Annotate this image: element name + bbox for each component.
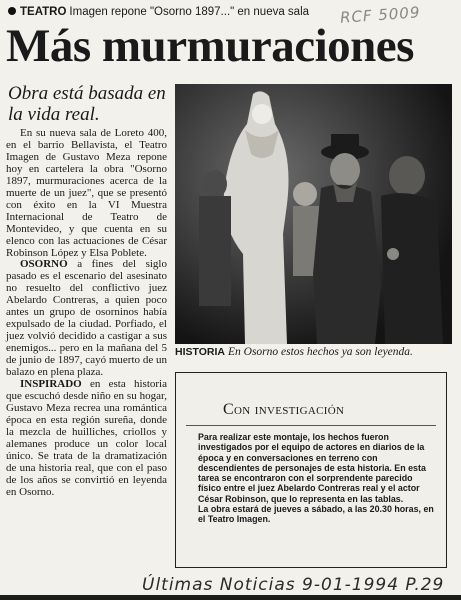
handwritten-note: Últimas Noticias 9-01-1994 P.29 xyxy=(142,575,445,595)
sidebar-paragraph: La obra estará de jueves a sábado, a las 20.30 horas, en el Teatro Imagen. xyxy=(198,504,434,525)
photo-caption xyxy=(175,346,455,358)
article-paragraph: En su nueva sala de Loreto 400, en el barrio Bellavista, el Teatro Imagen de Gustavo Meza repone hoy en cartelera la obra "Osorno 1897, murmuraciones acerca de la muerte de un juez", que se presentó con éxito en la VI Muestra Internacional de Teatro de Montevideo, y que cuenta en su elenco con las actuaciones de César Robinson López y Elsa Poblete. xyxy=(6,127,167,259)
sidebar-rule xyxy=(186,425,436,426)
photo-illustration xyxy=(175,84,452,344)
headline: Más murmuraciones xyxy=(6,20,414,72)
sidebar-box xyxy=(175,372,447,568)
sidebar-title: Con investigación xyxy=(223,401,345,418)
kicker-section: TEATRO xyxy=(20,6,67,18)
sidebar-paragraph: Para realizar este montaje, los hechos fueron investigados por el equipo de actores en diarios de la época y en conversaciones en terreno con descendientes de personajes de esta historia. En esta tarea se encontraron con el sorprendente parecido físico entre el juez Abelardo Contreras real y el actor César Robinson, que lo representa en las tablas. xyxy=(198,432,426,504)
article-body xyxy=(6,128,167,499)
kicker-text: Imagen repone "Osorno 1897..." en nueva sala xyxy=(69,6,310,18)
sidebar-text xyxy=(198,432,436,525)
handwritten-reference: RCF 5009 xyxy=(339,3,421,27)
paragraph-lead: INSPIRADO xyxy=(20,378,82,391)
caption-label: HISTORIA xyxy=(175,346,225,358)
caption-text: En Osorno estos hechos ya son leyenda. xyxy=(227,346,413,358)
article-paragraph: INSPIRADO en esta historia que escuchó desde niño en su hogar, Gustavo Meza recrea una romántica época en esta región sureña, donde la mezcla de huilliches, criollos y alemanes produce un color local único. Se trata de la dramatización de una historia real, que con el paso de los años se convirtió en leyenda en Osorno. xyxy=(6,378,167,498)
bullet-icon xyxy=(8,7,16,15)
deck: Obra está basada en la vida real. xyxy=(8,83,166,125)
stage-photo xyxy=(175,84,452,344)
article-paragraph: OSORNO a fines del siglo pasado es el escenario del asesinato no resuelto del conflictivo juez Abelardo Contreras, a quien poco antes un grupo de osorninos había expulsado de la ciudad. Porfiado, el juez volvió decidido a castigar a sus enemigos... pero en la mañana del 5 de junio de 1897, cayó muerto de un balazo en plena plaza. xyxy=(6,258,167,379)
page-edge xyxy=(0,595,461,600)
paragraph-lead: OSORNO xyxy=(20,258,68,271)
